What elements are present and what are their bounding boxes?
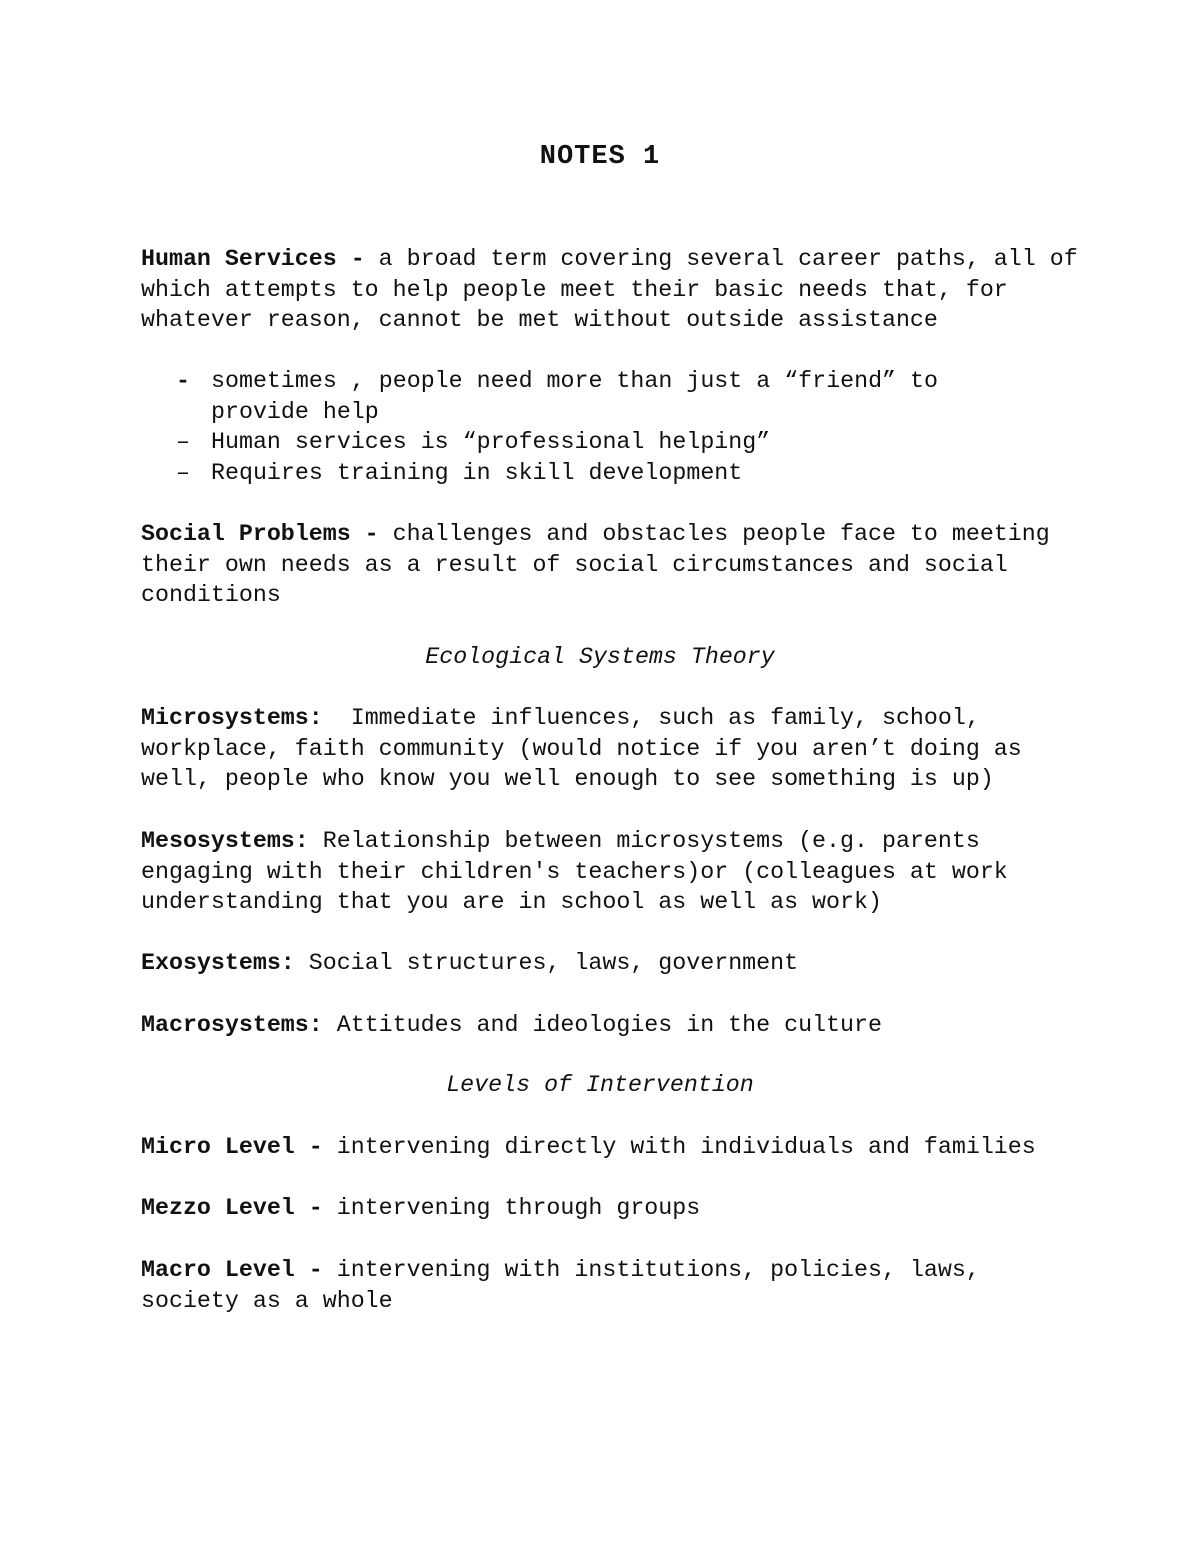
list-item (141, 427, 1041, 458)
definition-social-problems (141, 519, 1081, 611)
term-macro-level: Macro Level - (141, 1257, 323, 1283)
page-title: NOTES 1 (539, 142, 661, 172)
definition-micro-level (141, 1132, 1081, 1163)
definition-macro-level (141, 1255, 1081, 1316)
term-social-problems: Social Problems - (141, 521, 379, 547)
list-item (141, 366, 1041, 427)
definition-text: Social structures, laws, government (294, 950, 799, 976)
definition-exosystems (141, 948, 1081, 979)
definition-text: Immediate influences, such as family, school, workplace, faith community (would notice if you aren’t doing as well, people who know you well enough to see something is up) (141, 705, 1036, 793)
section-heading-ecological: Ecological Systems Theory (425, 644, 775, 670)
term-mezzo-level: Mezzo Level - (141, 1195, 323, 1221)
definition-microsystems (141, 703, 1081, 795)
term-human-services: Human Services - (141, 246, 365, 272)
term-micro-level: Micro Level - (141, 1134, 323, 1160)
definition-human-services (141, 244, 1081, 336)
definition-text: intervening with institutions, policies, laws, society as a whole (141, 1257, 980, 1314)
term-microsystems: Microsystems: (141, 705, 323, 731)
definition-text: challenges and obstacles people face to meeting their own needs as a result of social circumstances and social conditions (141, 521, 1050, 609)
bullet-text: sometimes , people need more than just a “friend” to provide help (211, 368, 938, 425)
section-heading-levels: Levels of Intervention (446, 1072, 754, 1098)
term-mesosystems: Mesosystems: (141, 828, 309, 854)
definition-text: intervening through groups (322, 1195, 701, 1221)
definition-text: a broad term covering several career paths, all of which attempts to help people meet their basic needs that, for whatever reason, cannot be met without outside assistance (141, 246, 1078, 334)
bullet-dash: – (176, 460, 190, 487)
definition-mezzo-level (141, 1193, 1081, 1224)
bullet-list (141, 366, 1041, 489)
term-macrosystems: Macrosystems: (141, 1012, 323, 1038)
definition-text: Relationship between microsystems (e.g. parents engaging with their children's teachers)or (colleagues at work understanding that you are in school as well as work) (141, 828, 1008, 916)
bullet-text: Requires training in skill development (211, 460, 743, 487)
bullet-dash: – (176, 429, 190, 456)
definition-text: intervening directly with individuals and families (322, 1134, 1036, 1160)
term-exosystems: Exosystems: (141, 950, 295, 976)
list-item (141, 458, 1041, 489)
definition-mesosystems (141, 826, 1081, 918)
bullet-dash: - (176, 368, 190, 394)
definition-text: Attitudes and ideologies in the culture (322, 1012, 882, 1038)
definition-macrosystems (141, 1010, 1081, 1041)
bullet-text: Human services is “professional helping” (211, 429, 771, 456)
